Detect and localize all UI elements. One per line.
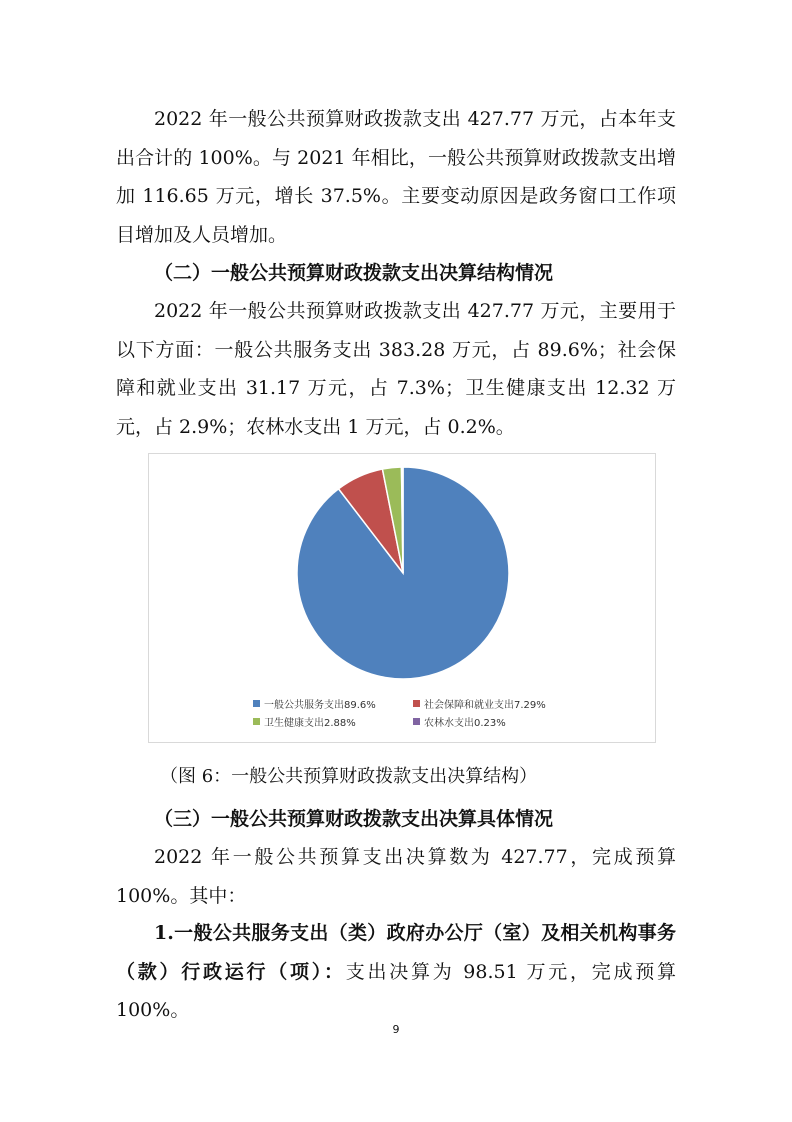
chart-legend xyxy=(253,694,613,730)
pie-chart-svg xyxy=(149,454,655,694)
legend-item-agriculture xyxy=(413,714,613,729)
paragraph-expenditure-total: 2022 年一般公共预算财政拨款支出 427.77 万元，占本年支出合计的 100%。与 2021 年相比，一般公共预算财政拨款支出增加 116.65 万元，增长 37.5%。主要变动原因是政务窗口工作项目增加及人员增加。 xyxy=(116,108,676,246)
page-number: 9 xyxy=(392,1023,400,1036)
legend-label: 一般公共服务支出89.6% xyxy=(264,699,376,711)
legend-item-social-security xyxy=(413,696,613,711)
section-heading-structure: （二）一般公共预算财政拨款支出决算结构情况 xyxy=(154,262,554,284)
item-heading: 1.一般公共服务支出（类）政府办公厅（室）及相关机构事务（款）行政运行（项）： xyxy=(116,922,676,983)
legend-swatch xyxy=(413,700,420,707)
section-heading-details: （三）一般公共预算财政拨款支出决算具体情况 xyxy=(154,808,554,830)
figure-caption: （图 6：一般公共预算财政拨款支出决算结构） xyxy=(160,766,538,787)
legend-item-health xyxy=(253,714,413,729)
legend-swatch xyxy=(253,700,260,707)
paragraph-budget-completion: 2022 年一般公共预算支出决算数为 427.77，完成预算 100%。其中： xyxy=(116,846,676,907)
item-text: 支出决算为 98.51 万元，完成预算 100%。 xyxy=(116,960,676,1021)
pie-chart xyxy=(148,453,656,743)
legend-label: 农林水支出0.23% xyxy=(424,717,506,729)
legend-swatch xyxy=(253,718,260,725)
legend-swatch xyxy=(413,718,420,725)
legend-item-general-public-service xyxy=(253,696,413,711)
paragraph-admin-operation xyxy=(116,914,676,1030)
legend-label: 卫生健康支出2.88% xyxy=(264,717,356,729)
paragraph-expenditure-structure: 2022 年一般公共预算财政拨款支出 427.77 万元，主要用于以下方面：一般公共服务支出 383.28 万元，占 89.6%；社会保障和就业支出 31.17 万元，占 7.3%；卫生健康支出 12.32 万元，占 2.9%；农林水支出 1 万元，占 0.2%。 xyxy=(116,300,676,438)
legend-label: 社会保障和就业支出7.29% xyxy=(424,699,546,711)
